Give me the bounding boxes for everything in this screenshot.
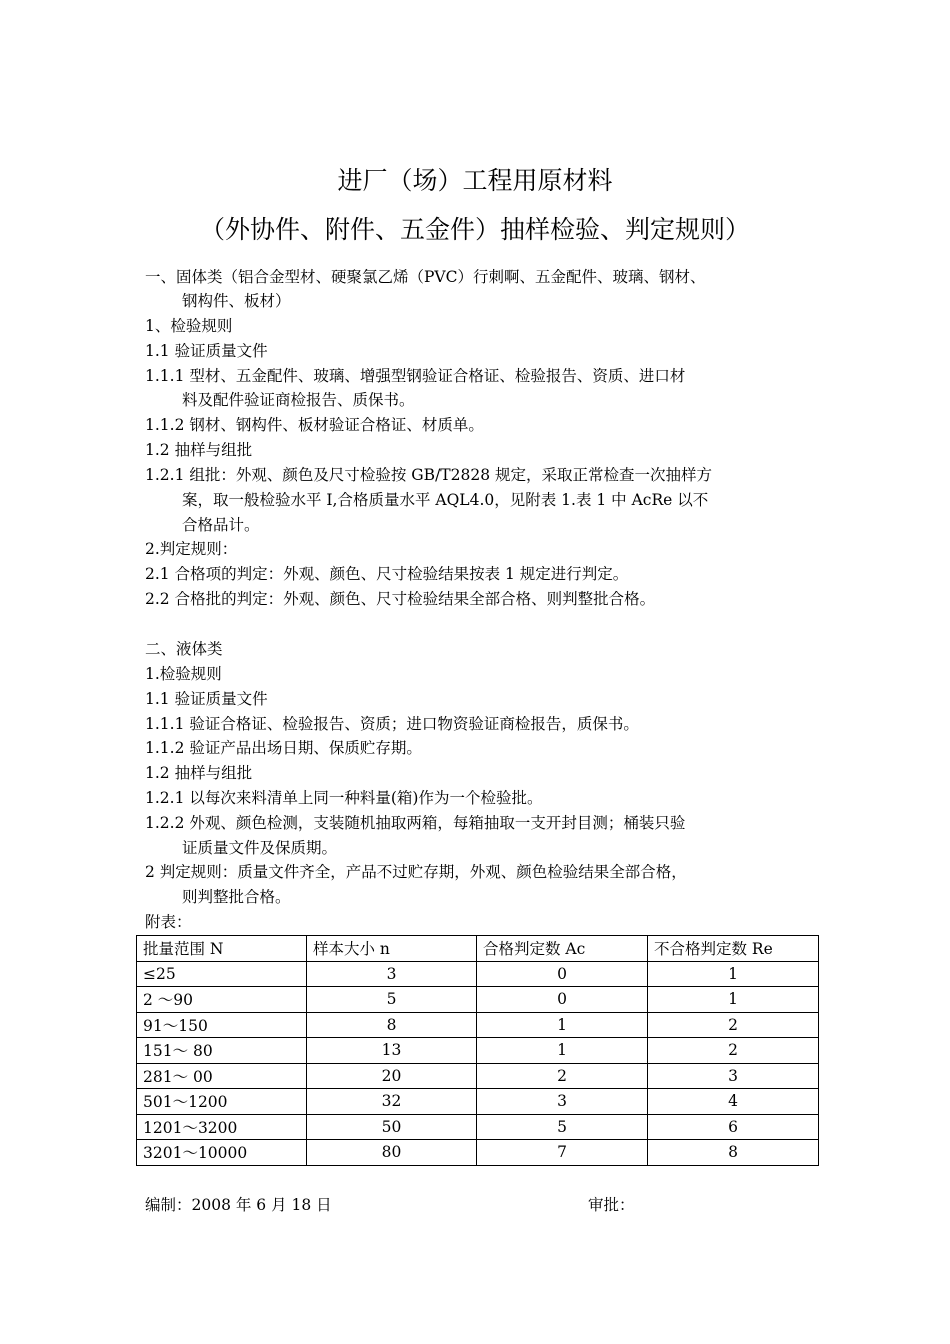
cell-sample-size: 3: [307, 961, 477, 987]
header-sample-size: 样本大小 n: [307, 936, 477, 962]
cell-reject-number: 4: [648, 1089, 819, 1115]
cell-reject-number: 2: [648, 1012, 819, 1038]
cell-accept-number: 7: [477, 1140, 648, 1166]
cell-sample-size: 8: [307, 1012, 477, 1038]
approval-label: 审批：: [588, 1196, 635, 1214]
section1-clause-2-1: 2.1 合格项的判定：外观、颜色、尺寸检验结果按表 1 规定进行判定。: [145, 565, 629, 583]
table-row: [137, 1038, 819, 1064]
table-row: [137, 961, 819, 987]
cell-reject-number: 2: [648, 1038, 819, 1064]
cell-accept-number: 2: [477, 1063, 648, 1089]
section2-judgment-rules: 2 判定规则：质量文件齐全，产品不过贮存期，外观、颜色检验结果全部合格，: [145, 863, 687, 881]
section2-sampling: 1.2 抽样与组批: [145, 764, 253, 782]
document-title-line-1: 进厂（场）工程用原材料: [337, 166, 613, 195]
cell-lot-range: 1201～3200: [137, 1114, 307, 1140]
section1-clause-1-2-1: 1.2.1 组批：外观、颜色及尺寸检验按 GB/T2828 规定，采取正常检查一次抽样方: [145, 466, 713, 484]
cell-sample-size: 80: [307, 1140, 477, 1166]
cell-lot-range: 501～1200: [137, 1089, 307, 1115]
section1-heading-cont: 钢构件、板材）: [182, 292, 291, 310]
section1-clause-1-2-1-cont: 案，取一般检验水平 I,合格质量水平 AQL4.0，见附表 1.表 1 中 AcRe 以不: [182, 491, 709, 509]
section2-inspection-rules: 1.检验规则: [145, 665, 222, 683]
cell-reject-number: 1: [648, 961, 819, 987]
cell-accept-number: 1: [477, 1012, 648, 1038]
table-row: [137, 987, 819, 1013]
cell-accept-number: 3: [477, 1089, 648, 1115]
section1-clause-1-1-2: 1.1.2 钢材、钢构件、板材验证合格证、材质单。: [145, 416, 484, 434]
cell-lot-range: 3201～10000: [137, 1140, 307, 1166]
cell-accept-number: 0: [477, 987, 648, 1013]
section2-clause-1-2-2: 1.2.2 外观、颜色检测，支装随机抽取两箱，每箱抽取一支开封目测；桶装只验: [145, 814, 686, 832]
cell-sample-size: 50: [307, 1114, 477, 1140]
cell-lot-range: 151～ 80: [137, 1038, 307, 1064]
section2-judgment-rules-cont: 则判整批合格。: [182, 888, 291, 906]
appendix-label: 附表：: [145, 913, 192, 931]
table-row: [137, 1140, 819, 1166]
cell-sample-size: 13: [307, 1038, 477, 1064]
header-lot-range: 批量范围 N: [137, 936, 307, 962]
table-row: [137, 1063, 819, 1089]
cell-accept-number: 1: [477, 1038, 648, 1064]
table-row: [137, 1012, 819, 1038]
header-accept-number: 合格判定数 Ac: [477, 936, 648, 962]
table-row: [137, 1089, 819, 1115]
cell-reject-number: 8: [648, 1140, 819, 1166]
section1-clause-1-1-1: 1.1.1 型材、五金配件、玻璃、增强型钢验证合格证、检验报告、资质、进口材: [145, 367, 686, 385]
section1-inspection-rules: 1、检验规则: [145, 317, 233, 335]
cell-sample-size: 32: [307, 1089, 477, 1115]
cell-reject-number: 1: [648, 987, 819, 1013]
section1-clause-2-2: 2.2 合格批的判定：外观、颜色、尺寸检验结果全部合格、则判整批合格。: [145, 590, 656, 608]
section1-sampling: 1.2 抽样与组批: [145, 441, 253, 459]
cell-accept-number: 0: [477, 961, 648, 987]
header-reject-number: 不合格判定数 Re: [648, 936, 819, 962]
cell-reject-number: 6: [648, 1114, 819, 1140]
cell-accept-number: 5: [477, 1114, 648, 1140]
sampling-table: [136, 935, 819, 1166]
section1-clause-1-1-1-cont: 料及配件验证商检报告、质保书。: [182, 391, 415, 409]
section1-heading: 一、固体类（铝合金型材、硬聚氯乙烯（PVC）行刺啊、五金配件、玻璃、钢材、: [145, 268, 706, 286]
section1-clause-1-2-1-cont2: 合格品计。: [182, 516, 260, 534]
section1-judgment-rules: 2.判定规则：: [145, 540, 238, 558]
cell-lot-range: ≤25: [137, 961, 307, 987]
cell-sample-size: 5: [307, 987, 477, 1013]
table-row: [137, 1114, 819, 1140]
section2-heading: 二、液体类: [145, 640, 223, 658]
cell-sample-size: 20: [307, 1063, 477, 1089]
cell-lot-range: 2 ～90: [137, 987, 307, 1013]
section1-verify-docs: 1.1 验证质量文件: [145, 342, 268, 360]
cell-lot-range: 281～ 00: [137, 1063, 307, 1089]
compiled-date: 编制：2008 年 6 月 18 日: [145, 1196, 332, 1214]
section2-clause-1-1-2: 1.1.2 验证产品出场日期、保质贮存期。: [145, 739, 422, 757]
table-header-row: [137, 936, 819, 962]
section2-clause-1-2-1: 1.2.1 以每次来料清单上同一种料量(箱)作为一个检验批。: [145, 789, 543, 807]
section2-verify-docs: 1.1 验证质量文件: [145, 690, 268, 708]
section2-clause-1-1-1: 1.1.1 验证合格证、检验报告、资质；进口物资验证商检报告，质保书。: [145, 715, 639, 733]
document-title-line-2: （外协件、附件、五金件）抽样检验、判定规则）: [199, 215, 750, 244]
cell-reject-number: 3: [648, 1063, 819, 1089]
section2-clause-1-2-2-cont: 证质量文件及保质期。: [182, 839, 338, 857]
cell-lot-range: 91～150: [137, 1012, 307, 1038]
